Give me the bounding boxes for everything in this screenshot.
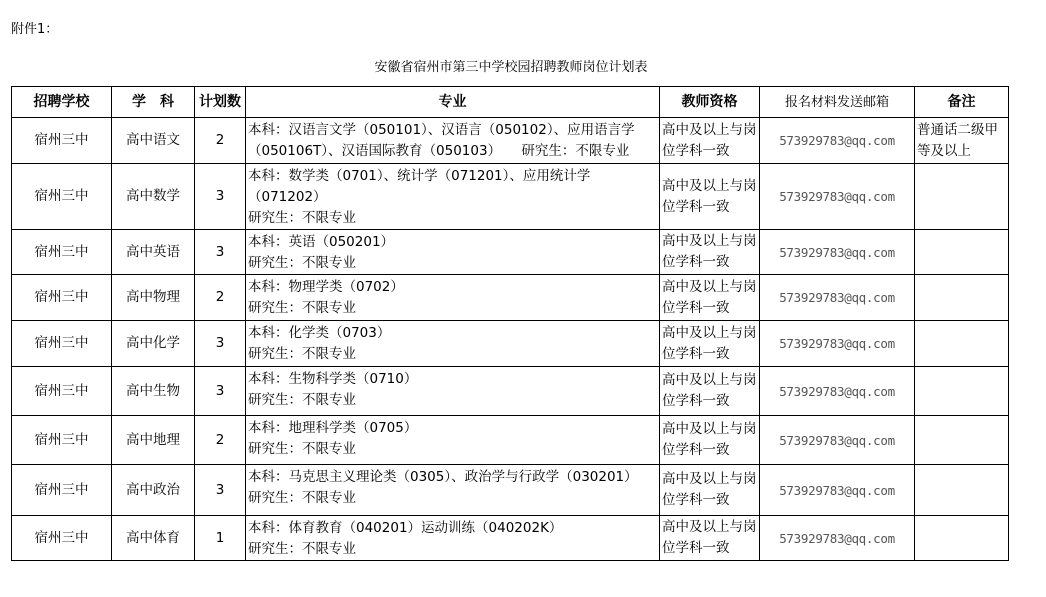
- table-row: [12, 367, 1009, 416]
- cell-subject: 高中数学: [112, 164, 195, 230]
- cell-count: 3: [195, 164, 246, 230]
- major-line: 本科：数学类（0701）、统计学（071201）、应用统计学（071202）: [248, 168, 591, 205]
- cell-count: 1: [195, 516, 246, 561]
- cell-remark: [915, 516, 1009, 561]
- major-line: 研究生：不限专业: [248, 210, 356, 226]
- cell-email: 573929783@qq.com: [760, 118, 915, 164]
- cell-major: [246, 118, 660, 164]
- cell-subject: 高中语文: [112, 118, 195, 164]
- header-email: 报名材料发送邮箱: [760, 87, 915, 118]
- cell-qualification: 高中及以上与岗位学科一致: [660, 465, 760, 516]
- cell-qualification: 高中及以上与岗位学科一致: [660, 275, 760, 321]
- cell-qualification: 高中及以上与岗位学科一致: [660, 230, 760, 275]
- cell-subject: 高中地理: [112, 416, 195, 465]
- header-subject: 学 科: [112, 87, 195, 118]
- cell-major: [246, 416, 660, 465]
- cell-major: [246, 516, 660, 561]
- cell-school: 宿州三中: [12, 118, 112, 164]
- major-line: 研究生：不限专业: [248, 255, 356, 271]
- cell-subject: 高中政治: [112, 465, 195, 516]
- cell-count: 3: [195, 367, 246, 416]
- cell-remark: [915, 416, 1009, 465]
- major-line: 研究生：不限专业: [248, 541, 356, 557]
- cell-remark: [915, 230, 1009, 275]
- cell-school: 宿州三中: [12, 321, 112, 367]
- cell-subject: 高中生物: [112, 367, 195, 416]
- cell-email: 573929783@qq.com: [760, 164, 915, 230]
- cell-school: 宿州三中: [12, 367, 112, 416]
- cell-remark: [915, 321, 1009, 367]
- major-line: 本科：体育教育（040201）运动训练（040202K）: [248, 520, 563, 536]
- header-count: 计划数: [195, 87, 246, 118]
- table-body: [12, 118, 1009, 561]
- cell-email: 573929783@qq.com: [760, 416, 915, 465]
- table-row: [12, 465, 1009, 516]
- cell-email: 573929783@qq.com: [760, 367, 915, 416]
- recruitment-plan-table: [11, 86, 1009, 561]
- major-line: 本科：地理科学类（0705）: [248, 420, 418, 436]
- cell-qualification: 高中及以上与岗位学科一致: [660, 367, 760, 416]
- table-row: [12, 416, 1009, 465]
- cell-remark: [915, 164, 1009, 230]
- cell-qualification: 高中及以上与岗位学科一致: [660, 416, 760, 465]
- cell-school: 宿州三中: [12, 230, 112, 275]
- major-line: 研究生：不限专业: [248, 392, 356, 408]
- header-school: 招聘学校: [12, 87, 112, 118]
- cell-count: 3: [195, 321, 246, 367]
- table-row: [12, 230, 1009, 275]
- header-qualification: 教师资格: [660, 87, 760, 118]
- major-line: 研究生：不限专业: [248, 346, 356, 362]
- document-title: 安徽省宿州市第三中学校园招聘教师岗位计划表: [374, 60, 648, 75]
- major-line: 本科：马克思主义理论类（0305）、政治学与行政学（030201）: [248, 469, 638, 485]
- cell-subject: 高中物理: [112, 275, 195, 321]
- cell-count: 2: [195, 275, 246, 321]
- major-line: 本科：化学类（0703）: [248, 325, 391, 341]
- cell-remark: [915, 367, 1009, 416]
- cell-major: [246, 367, 660, 416]
- cell-subject: 高中化学: [112, 321, 195, 367]
- header-remark: 备注: [915, 87, 1009, 118]
- cell-email: 573929783@qq.com: [760, 321, 915, 367]
- cell-major: [246, 164, 660, 230]
- cell-major: [246, 275, 660, 321]
- major-line: 研究生：不限专业: [248, 300, 356, 316]
- table-row: [12, 275, 1009, 321]
- cell-qualification: 高中及以上与岗位学科一致: [660, 118, 760, 164]
- cell-school: 宿州三中: [12, 416, 112, 465]
- table-row: [12, 118, 1009, 164]
- header-major: 专业: [246, 87, 660, 118]
- cell-remark: 普通话二级甲等及以上: [915, 118, 1009, 164]
- cell-remark: [915, 465, 1009, 516]
- cell-major: [246, 465, 660, 516]
- cell-school: 宿州三中: [12, 164, 112, 230]
- cell-school: 宿州三中: [12, 465, 112, 516]
- major-line: 本科：生物科学类（0710）: [248, 371, 418, 387]
- cell-school: 宿州三中: [12, 275, 112, 321]
- cell-qualification: 高中及以上与岗位学科一致: [660, 164, 760, 230]
- cell-qualification: 高中及以上与岗位学科一致: [660, 321, 760, 367]
- major-line: 本科：英语（050201）: [248, 234, 395, 250]
- cell-remark: [915, 275, 1009, 321]
- attachment-label: 附件1：: [11, 22, 59, 37]
- cell-count: 2: [195, 416, 246, 465]
- table-row: [12, 164, 1009, 230]
- cell-subject: 高中体育: [112, 516, 195, 561]
- table-row: [12, 321, 1009, 367]
- major-line: 研究生：不限专业: [248, 441, 356, 457]
- cell-email: 573929783@qq.com: [760, 230, 915, 275]
- cell-count: 3: [195, 465, 246, 516]
- major-line: 研究生：不限专业: [248, 490, 356, 506]
- cell-qualification: 高中及以上与岗位学科一致: [660, 516, 760, 561]
- cell-email: 573929783@qq.com: [760, 275, 915, 321]
- table-header-row: [12, 87, 1009, 118]
- cell-count: 2: [195, 118, 246, 164]
- cell-major: [246, 321, 660, 367]
- major-line: 本科：物理学类（0702）: [248, 279, 404, 295]
- cell-email: 573929783@qq.com: [760, 465, 915, 516]
- table-row: [12, 516, 1009, 561]
- cell-school: 宿州三中: [12, 516, 112, 561]
- cell-major: [246, 230, 660, 275]
- cell-count: 3: [195, 230, 246, 275]
- cell-email: 573929783@qq.com: [760, 516, 915, 561]
- major-line: 本科：汉语言文学（050101）、汉语言（050102）、应用语言学（050106T）、汉语国际教育（050103） 研究生：不限专业: [248, 122, 635, 159]
- cell-subject: 高中英语: [112, 230, 195, 275]
